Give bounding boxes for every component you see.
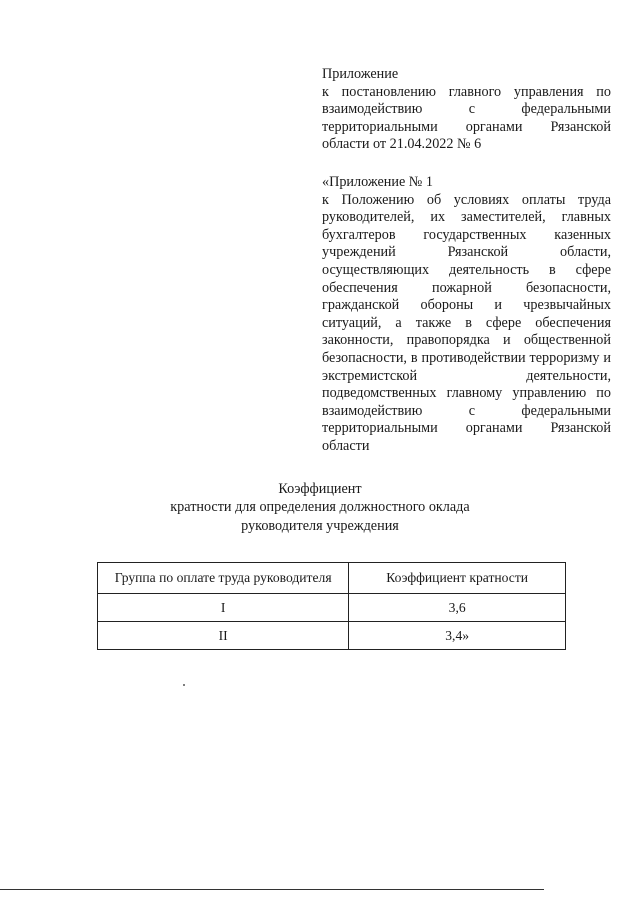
cell-group: II xyxy=(98,622,349,650)
header-group: Группа по оплате труда руководителя xyxy=(98,563,349,594)
cell-coefficient: 3,4» xyxy=(349,622,566,650)
appendix-inner-text: к Положению об условиях оплаты труда руководителей, их заместителей, главных бухгалтеров государственных казенных учреждений Рязанской области, осуществляющих деятельность в сфере обеспечения пожарной безопасности, гражданской обороны и чрезвычайных ситуаций, а также в сфере обеспечения законности, правопорядка и общественной безопасности, в противодействии терроризму и экстремистской деятельности, подведомственных главному управлению по взаимодействию с федеральными территориальными органами Рязанской области xyxy=(322,191,611,454)
heading-line-1: Коэффициент xyxy=(278,481,362,497)
document-heading xyxy=(100,480,540,535)
appendix-inner xyxy=(322,174,611,456)
appendix-inner-title: «Приложение № 1 xyxy=(322,174,433,190)
stray-dot xyxy=(183,684,185,686)
table-header-row xyxy=(98,563,566,594)
header-coefficient: Коэффициент кратности xyxy=(349,563,566,594)
cell-coefficient: 3,6 xyxy=(349,594,566,622)
coefficient-table xyxy=(97,562,566,650)
heading-line-2: кратности для определения должностного оклада xyxy=(170,499,470,516)
table-row xyxy=(98,622,566,650)
heading-line-3: руководителя учреждения xyxy=(241,517,399,534)
table-row xyxy=(98,594,566,622)
bottom-divider xyxy=(0,889,544,890)
appendix-header-title: Приложение xyxy=(322,66,399,82)
appendix-header xyxy=(322,66,611,154)
cell-group: I xyxy=(98,594,349,622)
appendix-header-text: к постановлению главного управления по взаимодействию с федеральными территориальными органами Рязанской области от 21.04.2022 № 6 xyxy=(322,83,611,153)
